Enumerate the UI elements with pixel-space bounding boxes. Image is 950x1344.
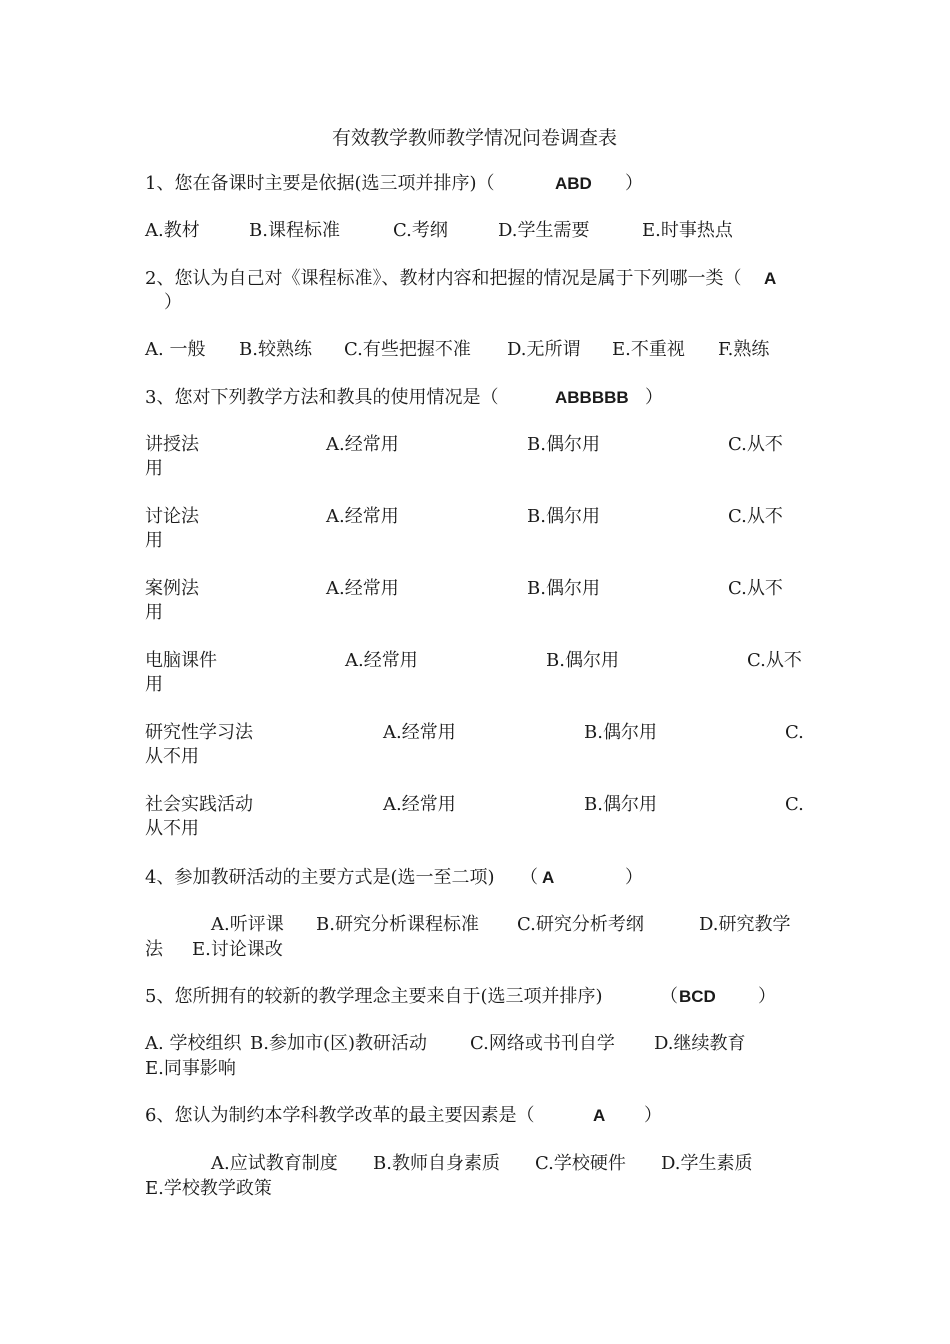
question-5-close: ）	[758, 986, 776, 1007]
q3-row-option-c-wrap: 从不用	[145, 746, 199, 767]
q2-option-a: A. 一般	[145, 339, 206, 360]
q1-option-c: C.考纲	[393, 220, 448, 241]
q3-row-option-c-wrap: 从不用	[145, 818, 199, 839]
q3-row-option-a: A.经常用	[383, 722, 456, 743]
q1-option-a: A.教材	[145, 220, 200, 241]
question-5-answer: BCD	[679, 987, 716, 1006]
q2-option-e: E.不重视	[612, 339, 685, 360]
q6-option-c: C.学校硬件	[535, 1153, 626, 1174]
q3-row-option-a: A.经常用	[326, 506, 399, 527]
q1-option-e: E.时事热点	[642, 220, 733, 241]
q3-row-method: 电脑课件	[145, 650, 217, 671]
page-title: 有效教学教师教学情况问卷调查表	[332, 127, 618, 149]
q4-option-c: C.研究分析考纲	[517, 914, 644, 935]
q3-row-option-c-wrap: 用	[145, 458, 163, 479]
question-4-open: （	[520, 867, 538, 888]
q3-row-method: 讨论法	[145, 506, 199, 527]
q3-row-option-c: C.	[785, 794, 804, 815]
question-1-close: ）	[625, 173, 643, 194]
q3-row-method: 案例法	[145, 578, 199, 599]
q2-option-d: D.无所谓	[507, 339, 581, 360]
question-4-text: 4、参加教研活动的主要方式是(选一至二项)	[145, 867, 495, 888]
q1-option-d: D.学生需要	[498, 220, 590, 241]
question-1-text: 1、您在备课时主要是依据(选三项并排序)（	[145, 173, 495, 194]
question-2-answer: A	[764, 269, 777, 288]
q3-row-option-c: C.从不	[728, 578, 783, 599]
q3-row-option-c-wrap: 用	[145, 530, 163, 551]
q6-option-d: D.学生素质	[661, 1153, 753, 1174]
q3-row-option-b: B.偶尔用	[527, 578, 600, 599]
q3-row-option-c: C.从不	[728, 434, 783, 455]
q3-row-option-a: A.经常用	[345, 650, 418, 671]
question-6-text: 6、您认为制约本学科教学改革的最主要因素是（	[145, 1105, 535, 1126]
question-3-answer: ABBBBB	[555, 388, 629, 407]
q3-row-method: 研究性学习法	[145, 722, 253, 743]
q3-row-option-a: A.经常用	[383, 794, 456, 815]
q2-option-c: C.有些把握不准	[344, 339, 471, 360]
q5-option-b: B.参加市(区)教研活动	[250, 1033, 427, 1054]
q3-row-option-c-wrap: 用	[145, 674, 163, 695]
q5-option-a: A. 学校组织	[145, 1033, 242, 1054]
q3-row-option-b: B.偶尔用	[584, 794, 657, 815]
q6-option-b: B.教师自身素质	[373, 1153, 500, 1174]
q2-option-b: B.较熟练	[239, 339, 312, 360]
q3-row-option-c-wrap: 用	[145, 602, 163, 623]
q3-row-option-c: C.	[785, 722, 804, 743]
q5-option-e: E.同事影响	[145, 1058, 236, 1079]
q3-row-option-b: B.偶尔用	[527, 506, 600, 527]
q1-option-b: B.课程标准	[249, 220, 340, 241]
q2-option-f: F.熟练	[718, 339, 770, 360]
question-4-close: ）	[625, 867, 643, 888]
q4-option-d: D.研究教学	[699, 914, 791, 935]
q3-row-method: 社会实践活动	[145, 794, 253, 815]
q3-row-option-b: B.偶尔用	[527, 434, 600, 455]
question-1-answer: ABD	[555, 174, 592, 193]
q3-row-option-b: B.偶尔用	[546, 650, 619, 671]
q4-option-b: B.研究分析课程标准	[316, 914, 479, 935]
q3-row-option-c: C.从不	[728, 506, 783, 527]
q5-option-c: C.网络或书刊自学	[470, 1033, 615, 1054]
question-3-close: ）	[645, 387, 663, 408]
q3-row-option-b: B.偶尔用	[584, 722, 657, 743]
question-2-text: 2、您认为自己对《课程标准》、教材内容和把握的情况是属于下列哪一类（	[145, 268, 742, 289]
q4-option-d-wrap: 法	[145, 939, 163, 960]
question-6-answer: A	[593, 1106, 606, 1125]
q6-option-a: A.应试教育制度	[211, 1153, 338, 1174]
question-4-answer: A	[542, 868, 555, 887]
q3-row-option-a: A.经常用	[326, 434, 399, 455]
q6-option-e: E.学校教学政策	[145, 1178, 272, 1199]
q5-option-d: D.继续教育	[654, 1033, 746, 1054]
question-2-close: ）	[164, 292, 182, 313]
q3-row-method: 讲授法	[145, 434, 199, 455]
question-5-text: 5、您所拥有的较新的教学理念主要来自于(选三项并排序)	[145, 986, 603, 1007]
q4-option-e: E.讨论课改	[192, 939, 283, 960]
q3-row-option-a: A.经常用	[326, 578, 399, 599]
q4-option-a: A.听评课	[211, 914, 284, 935]
question-6-close: ）	[644, 1105, 662, 1126]
question-3-text: 3、您对下列教学方法和教具的使用情况是（	[145, 387, 499, 408]
q3-row-option-c: C.从不	[747, 650, 802, 671]
question-5-open: （	[660, 986, 678, 1007]
